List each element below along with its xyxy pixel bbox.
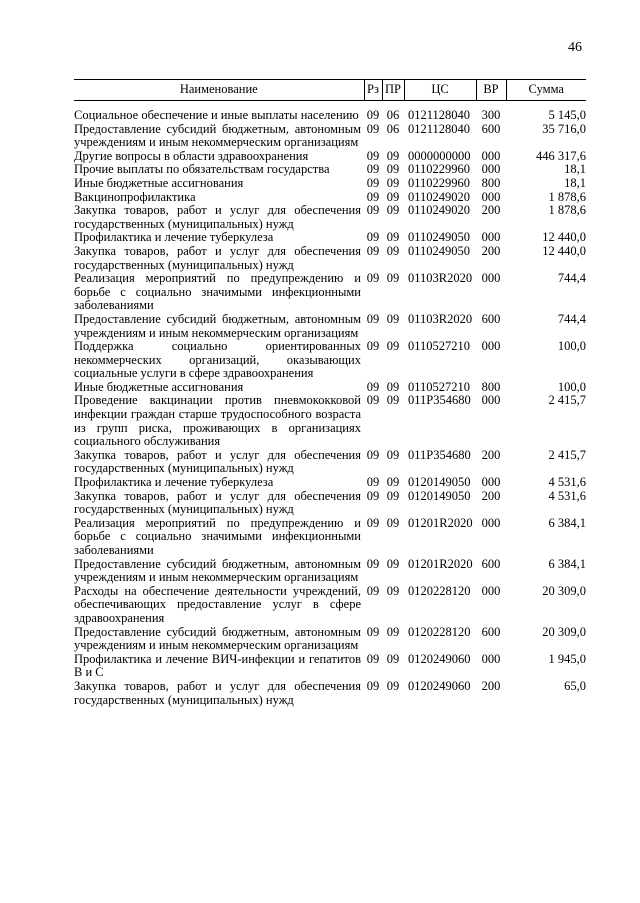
cell-vr: 000 — [481, 271, 501, 286]
table-row — [74, 163, 586, 177]
cell-sum: 20 309,0 — [542, 583, 586, 598]
cell-name: Социальное обеспечение и иные выплаты населению — [74, 108, 359, 122]
cell-sum: 5 145,0 — [548, 108, 586, 122]
cell-vr: 000 — [481, 651, 501, 666]
cell-pr: 09 — [386, 162, 400, 177]
table-row — [74, 177, 586, 191]
cell-rz: 09 — [366, 271, 380, 286]
cell-vr: 000 — [481, 230, 501, 245]
cell-name: Другие вопросы в области здравоохранения — [74, 148, 309, 163]
cell-vr: 200 — [481, 203, 501, 218]
cell-vr: 200 — [481, 678, 501, 693]
cell-name: Вакцинопрофилактика — [74, 189, 196, 204]
table-row — [74, 123, 586, 150]
table-row — [74, 245, 586, 272]
table-row — [74, 340, 586, 381]
cell-rz: 09 — [366, 678, 380, 693]
cell-name: Иные бюджетные ассигнования — [74, 175, 244, 190]
cell-pr: 09 — [386, 148, 400, 163]
cell-vr: 200 — [481, 488, 501, 503]
cell-rz: 09 — [366, 121, 380, 136]
cell-sum: 20 309,0 — [542, 624, 586, 639]
cell-cs: 0110229960 — [408, 162, 471, 177]
cell-sum: 4 531,6 — [548, 488, 586, 503]
cell-sum: 744,4 — [557, 311, 586, 326]
cell-vr: 200 — [481, 243, 501, 258]
table-row — [74, 394, 586, 448]
cell-vr: 600 — [481, 311, 501, 326]
cell-name: Закупка товаров, работ и услуг для обеспечения государственных (муниципальных) нужд — [74, 203, 361, 231]
cell-sum: 6 384,1 — [548, 556, 586, 571]
cell-rz: 09 — [366, 148, 380, 163]
cell-cs: 011P354680 — [408, 393, 471, 408]
cell-sum: 18,1 — [564, 162, 586, 177]
table-row — [74, 653, 586, 680]
table-row — [74, 191, 586, 205]
cell-pr: 09 — [386, 475, 400, 490]
cell-vr: 000 — [481, 189, 501, 204]
cell-cs: 0120149050 — [408, 488, 471, 503]
cell-rz: 09 — [366, 230, 380, 245]
cell-sum: 100,0 — [557, 339, 586, 354]
cell-cs: 0110229960 — [408, 175, 471, 190]
cell-vr: 600 — [481, 556, 501, 571]
cell-name: Профилактика и лечение туберкулеза — [74, 475, 274, 490]
cell-vr: 000 — [481, 148, 501, 163]
cell-rz: 09 — [366, 243, 380, 258]
cell-name: Профилактика и лечение ВИЧ-инфекции и гепатитов В и С — [74, 651, 361, 680]
budget-table — [74, 79, 586, 707]
table-row — [74, 204, 586, 231]
cell-pr: 09 — [386, 624, 400, 639]
cell-cs: 0110527210 — [408, 379, 471, 394]
cell-pr: 09 — [386, 230, 400, 245]
cell-pr: 09 — [386, 678, 400, 693]
cell-pr: 09 — [386, 556, 400, 571]
table-row — [74, 313, 586, 340]
cell-pr: 06 — [386, 108, 400, 122]
cell-pr: 09 — [386, 271, 400, 286]
cell-cs: 0120228120 — [408, 624, 471, 639]
table-row — [74, 680, 586, 707]
cell-name: Закупка товаров, работ и услуг для обеспечения государственных (муниципальных) нужд — [74, 243, 361, 272]
cell-sum: 744,4 — [557, 271, 586, 286]
cell-sum: 1 878,6 — [548, 203, 586, 218]
cell-name: Прочие выплаты по обязательствам государства — [74, 162, 330, 177]
table-row — [74, 585, 586, 626]
cell-vr: 200 — [481, 447, 501, 462]
cell-pr: 09 — [386, 651, 400, 666]
cell-rz: 09 — [366, 447, 380, 462]
cell-rz: 09 — [366, 515, 380, 530]
table-row — [74, 101, 586, 123]
cell-name: Реализация мероприятий по предупреждению и борьбе с социально значимыми инфекционными заболеваниями — [74, 515, 361, 557]
cell-vr: 000 — [481, 339, 501, 354]
cell-pr: 09 — [386, 175, 400, 190]
cell-rz: 09 — [366, 393, 380, 408]
cell-cs: 0000000000 — [408, 148, 471, 163]
cell-vr: 000 — [481, 475, 501, 490]
cell-sum: 35 716,0 — [542, 121, 586, 136]
cell-rz: 09 — [366, 379, 380, 394]
cell-name: Предоставление субсидий бюджетным, автономным учреждениям и иным некоммерческим организациям — [74, 311, 361, 340]
table-row — [74, 231, 586, 245]
cell-pr: 09 — [386, 311, 400, 326]
cell-pr: 09 — [386, 379, 400, 394]
table-row — [74, 449, 586, 476]
cell-rz: 09 — [366, 189, 380, 204]
cell-pr: 09 — [386, 515, 400, 530]
cell-rz: 09 — [366, 175, 380, 190]
cell-name: Закупка товаров, работ и услуг для обеспечения государственных (муниципальных) нужд — [74, 678, 361, 707]
header-name: Наименование — [74, 80, 364, 101]
header-vr: ВР — [476, 80, 506, 101]
cell-cs: 0110249050 — [408, 243, 471, 258]
cell-sum: 65,0 — [564, 678, 586, 693]
cell-rz: 09 — [366, 583, 380, 598]
header-pr: ПР — [382, 80, 404, 101]
cell-name: Предоставление субсидий бюджетным, автономным учреждениям и иным некоммерческим организациям — [74, 624, 361, 653]
cell-rz: 09 — [366, 475, 380, 490]
table-body — [74, 101, 586, 708]
table-row — [74, 150, 586, 164]
cell-name: Расходы на обеспечение деятельности учреждений, обеспечивающих предоставление услуг в сфере здравоохранения — [74, 583, 361, 625]
cell-name: Закупка товаров, работ и услуг для обеспечения государственных (муниципальных) нужд — [74, 447, 361, 476]
cell-name: Закупка товаров, работ и услуг для обеспечения государственных (муниципальных) нужд — [74, 488, 361, 517]
table-row — [74, 490, 586, 517]
cell-sum: 18,1 — [564, 175, 586, 190]
cell-vr: 600 — [481, 624, 501, 639]
cell-rz: 09 — [366, 488, 380, 503]
header-sum: Сумма — [506, 80, 586, 101]
cell-sum: 1 878,6 — [548, 189, 586, 204]
cell-rz: 09 — [366, 556, 380, 571]
table-row — [74, 517, 586, 558]
cell-rz: 09 — [366, 651, 380, 666]
cell-pr: 06 — [386, 121, 400, 136]
cell-rz: 09 — [366, 624, 380, 639]
header-rz: Рз — [364, 80, 382, 101]
cell-pr: 09 — [386, 243, 400, 258]
cell-vr: 000 — [481, 393, 501, 408]
cell-cs: 01201R2020 — [408, 515, 473, 530]
cell-name: Иные бюджетные ассигнования — [74, 379, 244, 394]
cell-name: Поддержка социально ориентированных некоммерческих организаций, оказывающих социальные услуги в сфере здравоохранения — [74, 339, 361, 381]
cell-pr: 09 — [386, 203, 400, 218]
cell-cs: 0120149050 — [408, 475, 471, 490]
cell-vr: 300 — [481, 108, 501, 122]
cell-name: Реализация мероприятий по предупреждению и борьбе с социально значимыми инфекционными заболеваниями — [74, 271, 361, 313]
cell-vr: 600 — [481, 121, 501, 136]
cell-vr: 800 — [481, 175, 501, 190]
cell-pr: 09 — [386, 189, 400, 204]
cell-cs: 0110249050 — [408, 230, 471, 245]
cell-name: Профилактика и лечение туберкулеза — [74, 230, 274, 245]
table-row — [74, 558, 586, 585]
cell-vr: 800 — [481, 379, 501, 394]
cell-sum: 2 415,7 — [548, 393, 586, 408]
cell-cs: 0110527210 — [408, 339, 471, 354]
cell-rz: 09 — [366, 203, 380, 218]
cell-cs: 0120249060 — [408, 678, 471, 693]
page-number: 46 — [568, 40, 582, 55]
cell-rz: 09 — [366, 162, 380, 177]
cell-sum: 4 531,6 — [548, 475, 586, 490]
cell-cs: 0110249020 — [408, 203, 471, 218]
header-cs: ЦС — [404, 80, 476, 101]
cell-cs: 0121128040 — [408, 108, 471, 122]
cell-sum: 12 440,0 — [542, 230, 586, 245]
table-row — [74, 381, 586, 395]
cell-rz: 09 — [366, 311, 380, 326]
table-header-row — [74, 80, 586, 101]
cell-sum: 2 415,7 — [548, 447, 586, 462]
cell-sum: 1 945,0 — [548, 651, 586, 666]
cell-cs: 01103R2020 — [408, 311, 473, 326]
cell-pr: 09 — [386, 339, 400, 354]
cell-cs: 0120228120 — [408, 583, 471, 598]
cell-vr: 000 — [481, 162, 501, 177]
cell-cs: 0121128040 — [408, 121, 471, 136]
table-row — [74, 626, 586, 653]
cell-cs: 01201R2020 — [408, 556, 473, 571]
cell-vr: 000 — [481, 515, 501, 530]
cell-name: Предоставление субсидий бюджетным, автономным учреждениям и иным некоммерческим организациям — [74, 556, 361, 585]
cell-cs: 01103R2020 — [408, 271, 473, 286]
cell-name: Проведение вакцинации против пневмококковой инфекции граждан старше трудоспособного возраста из групп риска, проживающих в организациях социального обслуживания — [74, 393, 361, 449]
cell-pr: 09 — [386, 488, 400, 503]
cell-cs: 0110249020 — [408, 189, 471, 204]
table-row — [74, 272, 586, 313]
cell-sum: 100,0 — [557, 379, 586, 394]
table-row — [74, 476, 586, 490]
cell-sum: 6 384,1 — [548, 515, 586, 530]
cell-name: Предоставление субсидий бюджетным, автономным учреждениям и иным некоммерческим организациям — [74, 121, 361, 150]
cell-cs: 011P354680 — [408, 447, 471, 462]
cell-rz: 09 — [366, 339, 380, 354]
cell-sum: 12 440,0 — [542, 243, 586, 258]
cell-vr: 000 — [481, 583, 501, 598]
cell-rz: 09 — [366, 108, 380, 122]
cell-pr: 09 — [386, 447, 400, 462]
cell-sum: 446 317,6 — [536, 148, 586, 163]
cell-pr: 09 — [386, 583, 400, 598]
cell-cs: 0120249060 — [408, 651, 471, 666]
cell-pr: 09 — [386, 393, 400, 408]
